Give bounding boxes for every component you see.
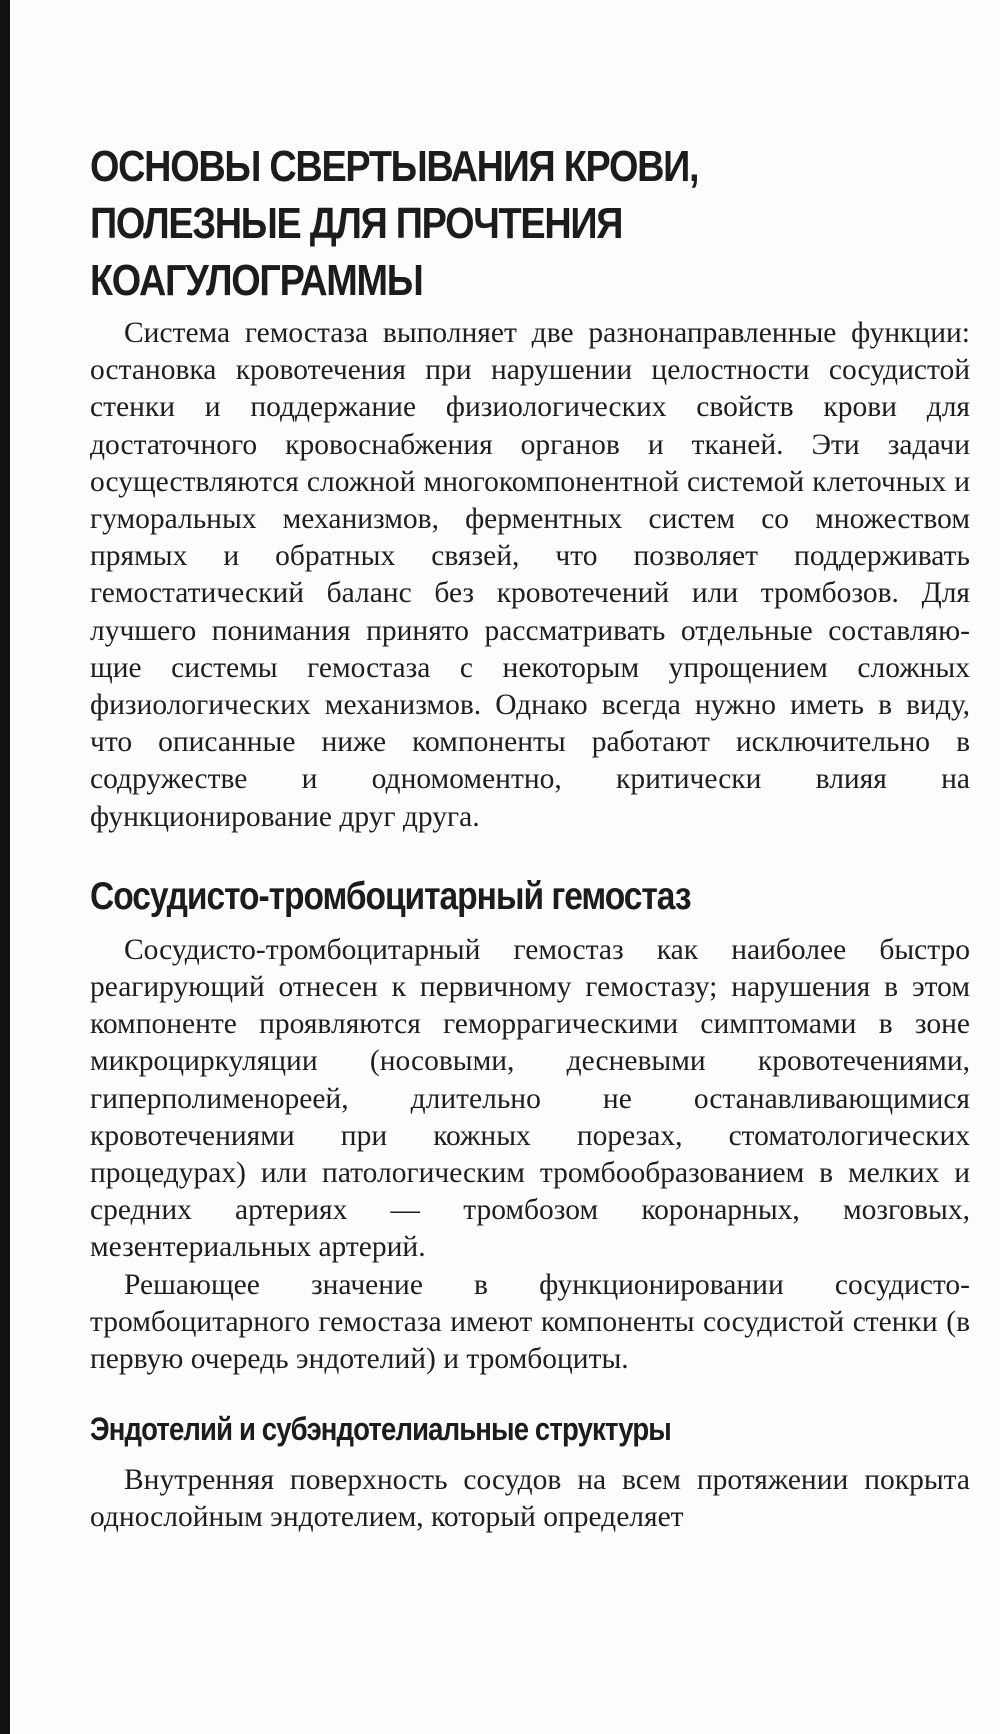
- chapter-title-line-2: ПОЛЕЗНЫЕ ДЛЯ ПРОЧТЕНИЯ: [90, 199, 623, 248]
- page-content: [90, 138, 970, 1537]
- chapter-title: [90, 138, 967, 309]
- chapter-title-line-3: КОАГУЛОГРАММЫ: [90, 256, 423, 305]
- section-paragraph-2: Решающее значение в функционировании сосудисто-тромбоцитарного гемостаза имеют компоненты сосудистой стенки (в первую очередь эндотелий) и тромбоциты.: [90, 1268, 970, 1376]
- chapter-title-line-1: ОСНОВЫ СВЕРТЫВАНИЯ КРОВИ,: [90, 142, 699, 191]
- scan-edge: [0, 0, 10, 1734]
- subsection-title: Эндотелий и субэндотелиальные структуры: [90, 1411, 671, 1448]
- intro-paragraph: Система гемостаза выполняет две разнонаправленные функции: остановка кровотечения при нарушении целостности сосудистой стенки и поддержание физиологических свойств крови для достаточного кровоснабжения органов и тканей. Эти задачи осуществляются сложной многокомпонентной системой клеточных и гуморальных механизмов, ферментных систем со множеством прямых и обратных связей, что позволяет поддерживать гемостатический баланс без кровотечений или тромбозов. Для лучшего понимания принято рассматривать отдельные составляющие системы гемостаза с некоторым упрощением сложных физиологических механизмов. Однако всегда нужно иметь в виду, что описанные ниже компоненты работают исключительно в содружестве и одномоментно, критически влияя на функционирование друг друга.: [90, 317, 970, 833]
- section-paragraph-1: Сосудисто-тромбоцитарный гемостаз как наиболее быстро реагирующий отнесен к первичному гемостазу; нарушения в этом компоненте проявляются геморрагическими симптомами в зоне микроциркуляции (носовыми, десневыми кровотечениями, гиперполименореей, длительно не останавливающимися кровотечениями при кожных порезах, стоматологических процедурах) или патологическим тромбообразованием в мелких и средних артериях — тромбозом коронарных, мозговых, мезентериальных артерий.: [90, 933, 970, 1264]
- section-title: Сосудисто-тромбоцитарный гемостаз: [90, 874, 691, 918]
- subsection-paragraph: Внутренняя поверхность сосудов на всем протяжении покрыта однослойным эндотелием, который определяет: [90, 1464, 970, 1534]
